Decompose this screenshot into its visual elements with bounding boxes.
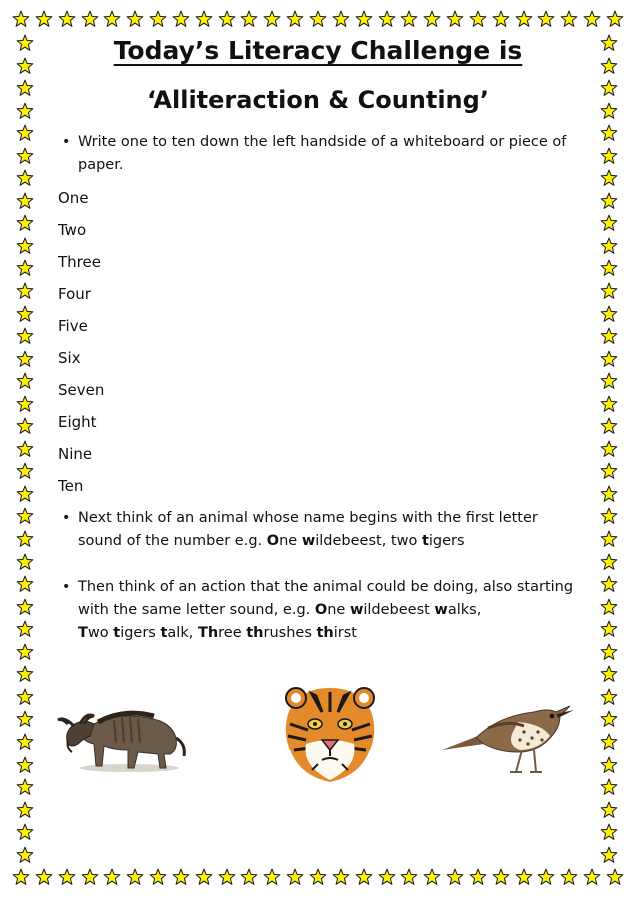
star-icon xyxy=(16,282,34,300)
star-icon xyxy=(600,169,618,187)
star-border-bottom xyxy=(12,866,624,888)
list-item: Three xyxy=(58,253,101,271)
star-icon xyxy=(16,620,34,638)
star-icon xyxy=(600,733,618,751)
star-icon xyxy=(286,10,304,28)
star-icon xyxy=(16,485,34,503)
star-icon xyxy=(600,665,618,683)
star-icon xyxy=(16,778,34,796)
alliteration-letter: t xyxy=(421,533,429,549)
instruction-text: Then think of an action that the animal could be doing, also starting with the same letter sound, e.g. xyxy=(78,579,574,618)
star-icon xyxy=(16,169,34,187)
star-border-top xyxy=(12,8,624,30)
example-word: igers xyxy=(120,625,161,641)
star-icon xyxy=(195,868,213,886)
star-icon xyxy=(600,395,618,413)
star-icon xyxy=(600,327,618,345)
page-title: Today’s Literacy Challenge is xyxy=(113,36,523,65)
example-word: irst xyxy=(333,625,357,641)
star-icon xyxy=(378,10,396,28)
star-icon xyxy=(16,214,34,232)
star-icon xyxy=(423,10,441,28)
star-icon xyxy=(600,192,618,210)
star-icon xyxy=(16,553,34,571)
star-icon xyxy=(600,801,618,819)
alliteration-letter: w xyxy=(301,533,316,549)
star-icon xyxy=(16,327,34,345)
star-icon xyxy=(492,10,510,28)
star-icon xyxy=(58,868,76,886)
star-icon xyxy=(583,868,601,886)
star-icon xyxy=(12,868,30,886)
list-item: Nine xyxy=(58,445,93,463)
star-icon xyxy=(16,192,34,210)
bullet-icon: • xyxy=(62,510,71,526)
star-icon xyxy=(600,688,618,706)
star-icon xyxy=(16,124,34,142)
star-icon xyxy=(537,868,555,886)
example-word: alk, xyxy=(167,625,198,641)
star-icon xyxy=(16,417,34,435)
star-icon xyxy=(16,372,34,390)
star-icon xyxy=(309,10,327,28)
star-icon xyxy=(12,10,30,28)
star-icon xyxy=(35,10,53,28)
list-item: Six xyxy=(58,349,81,367)
example-word: ne xyxy=(327,602,350,618)
star-icon xyxy=(600,507,618,525)
star-icon xyxy=(16,259,34,277)
star-icon xyxy=(16,147,34,165)
star-icon xyxy=(103,10,121,28)
example-word: ildebeest, two xyxy=(315,533,422,549)
bird-icon xyxy=(438,688,578,778)
star-icon xyxy=(16,823,34,841)
star-icon xyxy=(400,868,418,886)
star-icon xyxy=(35,868,53,886)
alliteration-letter: O xyxy=(314,602,328,618)
star-icon xyxy=(606,10,624,28)
star-icon xyxy=(600,305,618,323)
star-icon xyxy=(172,868,190,886)
star-icon xyxy=(149,10,167,28)
star-icon xyxy=(560,868,578,886)
wildebeest-icon xyxy=(54,694,194,774)
bullet-icon: • xyxy=(62,134,71,150)
star-icon xyxy=(16,665,34,683)
star-icon xyxy=(600,282,618,300)
number-list xyxy=(58,186,104,506)
star-icon xyxy=(492,868,510,886)
page-subtitle: ‘Alliteraction & Counting’ xyxy=(147,86,489,114)
star-icon xyxy=(332,868,350,886)
list-item: Eight xyxy=(58,413,97,431)
star-icon xyxy=(600,237,618,255)
star-icon xyxy=(600,147,618,165)
star-icon xyxy=(16,530,34,548)
star-icon xyxy=(600,417,618,435)
star-icon xyxy=(81,868,99,886)
example-word: ree xyxy=(218,625,247,641)
star-icon xyxy=(58,10,76,28)
star-icon xyxy=(286,868,304,886)
star-icon xyxy=(16,395,34,413)
star-icon xyxy=(600,778,618,796)
star-icon xyxy=(583,10,601,28)
alliteration-letter: w xyxy=(349,602,364,618)
star-icon xyxy=(126,868,144,886)
star-icon xyxy=(600,124,618,142)
star-icon xyxy=(600,575,618,593)
star-icon xyxy=(126,10,144,28)
star-icon xyxy=(16,237,34,255)
list-item: Four xyxy=(58,285,91,303)
star-icon xyxy=(600,259,618,277)
example-word: wo xyxy=(87,625,114,641)
star-icon xyxy=(263,10,281,28)
star-icon xyxy=(446,10,464,28)
star-icon xyxy=(332,10,350,28)
star-icon xyxy=(400,10,418,28)
instruction-think-action xyxy=(62,576,578,645)
star-icon xyxy=(600,372,618,390)
star-icon xyxy=(600,620,618,638)
star-icon xyxy=(600,485,618,503)
list-item: Two xyxy=(58,221,87,239)
example-word: ildebeest xyxy=(363,602,435,618)
star-icon xyxy=(172,10,190,28)
star-icon xyxy=(218,868,236,886)
bullet-icon: • xyxy=(62,579,71,595)
star-icon xyxy=(16,710,34,728)
star-icon xyxy=(309,868,327,886)
list-item: Five xyxy=(58,317,88,335)
star-icon xyxy=(16,801,34,819)
star-icon xyxy=(606,868,624,886)
star-icon xyxy=(600,530,618,548)
star-icon xyxy=(240,868,258,886)
alliteration-letter: O xyxy=(266,533,280,549)
star-icon xyxy=(560,10,578,28)
star-icon xyxy=(469,868,487,886)
instruction-text: Next think of an animal whose name begins with the first letter sound of the number e.g. xyxy=(78,510,538,549)
star-icon xyxy=(600,846,618,864)
star-icon xyxy=(16,440,34,458)
alliteration-letter: T xyxy=(78,625,88,641)
star-icon xyxy=(537,10,555,28)
alliteration-letter: w xyxy=(434,602,448,618)
star-icon xyxy=(16,350,34,368)
star-icon xyxy=(16,507,34,525)
list-item: Ten xyxy=(58,477,84,495)
star-icon xyxy=(16,462,34,480)
star-icon xyxy=(195,10,213,28)
star-icon xyxy=(240,10,258,28)
star-icon xyxy=(600,823,618,841)
star-icon xyxy=(16,598,34,616)
star-border-left xyxy=(14,34,36,864)
example-word: igers xyxy=(428,533,465,549)
tiger-icon xyxy=(282,684,378,784)
star-icon xyxy=(600,598,618,616)
star-border-right xyxy=(598,34,620,864)
alliteration-letter: Th xyxy=(197,625,219,641)
star-icon xyxy=(16,733,34,751)
instruction-think-animal xyxy=(62,507,578,553)
star-icon xyxy=(600,710,618,728)
star-icon xyxy=(446,868,464,886)
example-word: rushes xyxy=(263,625,317,641)
list-item: Seven xyxy=(58,381,105,399)
star-icon xyxy=(16,846,34,864)
star-icon xyxy=(16,575,34,593)
star-icon xyxy=(16,643,34,661)
star-icon xyxy=(103,868,121,886)
star-icon xyxy=(81,10,99,28)
star-icon xyxy=(600,553,618,571)
star-icon xyxy=(263,868,281,886)
example-word: ne xyxy=(279,533,302,549)
example-word: alks, xyxy=(447,602,482,618)
star-icon xyxy=(600,214,618,232)
star-icon xyxy=(515,868,533,886)
star-icon xyxy=(600,643,618,661)
alliteration-letter: th xyxy=(246,625,264,641)
alliteration-letter: t xyxy=(160,625,168,641)
star-icon xyxy=(600,756,618,774)
alliteration-letter: t xyxy=(113,625,121,641)
star-icon xyxy=(16,305,34,323)
star-icon xyxy=(16,688,34,706)
alliteration-letter: th xyxy=(316,625,334,641)
star-icon xyxy=(600,440,618,458)
star-icon xyxy=(149,868,167,886)
star-icon xyxy=(600,462,618,480)
star-icon xyxy=(355,868,373,886)
star-icon xyxy=(469,10,487,28)
star-icon xyxy=(515,10,533,28)
star-icon xyxy=(355,10,373,28)
star-icon xyxy=(16,756,34,774)
star-icon xyxy=(600,350,618,368)
star-icon xyxy=(378,868,396,886)
instruction-write-numbers xyxy=(62,131,578,177)
star-icon xyxy=(423,868,441,886)
instruction-text: Write one to ten down the left handside of a whiteboard or piece of paper. xyxy=(78,134,567,173)
list-item: One xyxy=(58,189,89,207)
star-icon xyxy=(218,10,236,28)
